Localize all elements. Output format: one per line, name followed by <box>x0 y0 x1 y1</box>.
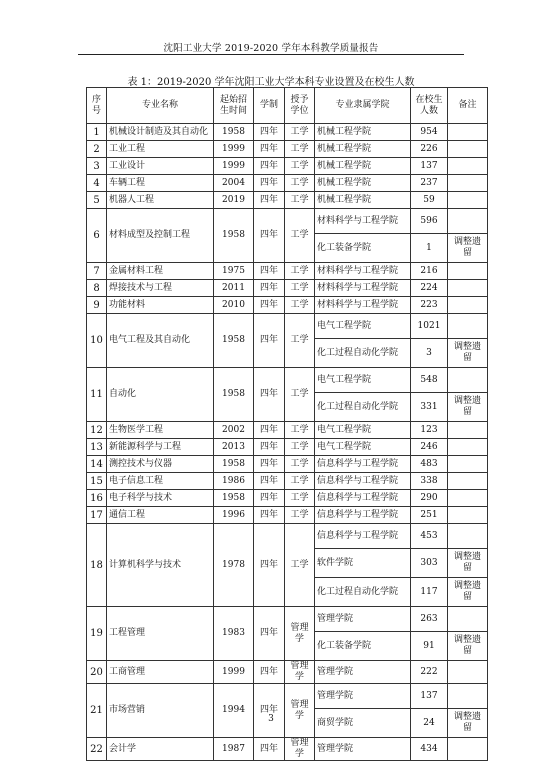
study-years: 四年 <box>254 368 285 422</box>
student-count: 237 <box>411 175 448 192</box>
degree: 工学 <box>285 209 315 263</box>
student-count: 223 <box>411 297 448 314</box>
table-row <box>87 314 488 339</box>
table-header-row <box>87 88 488 124</box>
start-year: 1999 <box>214 661 254 684</box>
start-year: 1983 <box>214 607 254 661</box>
note: 调整遗留 <box>448 339 488 368</box>
student-count: 123 <box>411 422 448 439</box>
start-year: 1978 <box>214 524 254 607</box>
col-header-note: 备注 <box>448 88 488 124</box>
student-count: 226 <box>411 141 448 158</box>
note <box>448 297 488 314</box>
row-number: 11 <box>87 368 107 422</box>
major-name: 计算机科学与技术 <box>107 524 214 607</box>
major-name: 工业设计 <box>107 158 214 175</box>
table-caption: 表 1：2019-2020 学年沈阳工业大学本科专业设置及在校生人数 <box>127 77 415 88</box>
college: 机械工程学院 <box>315 192 411 209</box>
row-number: 3 <box>87 158 107 175</box>
degree: 工学 <box>285 297 315 314</box>
note <box>448 280 488 297</box>
major-name: 金属材料工程 <box>107 263 214 280</box>
college: 机械工程学院 <box>315 175 411 192</box>
study-years: 四年 <box>254 684 285 738</box>
note <box>448 158 488 175</box>
major-name: 会计学 <box>107 738 214 761</box>
study-years: 四年 <box>254 473 285 490</box>
start-year: 2002 <box>214 422 254 439</box>
start-year: 1975 <box>214 263 254 280</box>
student-count: 251 <box>411 507 448 524</box>
student-count: 222 <box>411 661 448 684</box>
row-number: 1 <box>87 124 107 141</box>
start-year: 1958 <box>214 314 254 368</box>
study-years: 四年 <box>254 422 285 439</box>
note <box>448 175 488 192</box>
note <box>448 507 488 524</box>
student-count: 263 <box>411 607 448 632</box>
degree: 工学 <box>285 124 315 141</box>
major-name: 机器人工程 <box>107 192 214 209</box>
note <box>448 473 488 490</box>
note: 调整遗留 <box>448 393 488 422</box>
college: 材料科学与工程学院 <box>315 280 411 297</box>
student-count: 290 <box>411 490 448 507</box>
note <box>448 684 488 709</box>
note <box>448 263 488 280</box>
student-count: 453 <box>411 524 448 549</box>
study-years: 四年 <box>254 263 285 280</box>
table-row <box>87 456 488 473</box>
row-number: 13 <box>87 439 107 456</box>
start-year: 2013 <box>214 439 254 456</box>
row-number: 4 <box>87 175 107 192</box>
note <box>448 141 488 158</box>
table-row <box>87 368 488 393</box>
table-row <box>87 280 488 297</box>
student-count: 303 <box>411 549 448 578</box>
degree: 工学 <box>285 192 315 209</box>
table-row <box>87 661 488 684</box>
student-count: 548 <box>411 368 448 393</box>
start-year: 2010 <box>214 297 254 314</box>
table-row <box>87 209 488 234</box>
table-row <box>87 439 488 456</box>
table-row <box>87 175 488 192</box>
major-name: 新能源科学与工程 <box>107 439 214 456</box>
student-count: 246 <box>411 439 448 456</box>
row-number: 19 <box>87 607 107 661</box>
college: 化工装备学院 <box>315 234 411 263</box>
row-number: 22 <box>87 738 107 761</box>
college: 信息科学与工程学院 <box>315 473 411 490</box>
study-years: 四年 <box>254 661 285 684</box>
major-name: 功能材料 <box>107 297 214 314</box>
college: 管理学院 <box>315 607 411 632</box>
major-name: 工业工程 <box>107 141 214 158</box>
table-row <box>87 684 488 709</box>
degree: 工学 <box>285 280 315 297</box>
college: 化工装备学院 <box>315 632 411 661</box>
note <box>448 422 488 439</box>
college: 化工过程自动化学院 <box>315 578 411 607</box>
college: 信息科学与工程学院 <box>315 490 411 507</box>
note: 调整遗留 <box>448 549 488 578</box>
degree: 工学 <box>285 263 315 280</box>
study-years: 四年 <box>254 507 285 524</box>
college: 信息科学与工程学院 <box>315 524 411 549</box>
start-year: 1996 <box>214 507 254 524</box>
study-years: 四年 <box>254 141 285 158</box>
student-count: 3 <box>411 339 448 368</box>
degree: 工学 <box>285 507 315 524</box>
student-count: 331 <box>411 393 448 422</box>
major-name: 材料成型及控制工程 <box>107 209 214 263</box>
table-row <box>87 490 488 507</box>
page-number: 3 <box>268 714 274 724</box>
study-years: 四年 <box>254 192 285 209</box>
col-header-system: 学制 <box>254 88 285 124</box>
student-count: 59 <box>411 192 448 209</box>
degree: 管理学 <box>285 607 315 661</box>
col-header-start-year: 起始招生时间 <box>214 88 254 124</box>
major-name: 生物医学工程 <box>107 422 214 439</box>
degree: 管理学 <box>285 661 315 684</box>
page-header: 沈阳工业大学 2019-2020 学年本科教学质量报告 <box>163 43 379 54</box>
table-row <box>87 738 488 761</box>
student-count: 117 <box>411 578 448 607</box>
major-name: 机械设计制造及其自动化 <box>107 124 214 141</box>
student-count: 224 <box>411 280 448 297</box>
college: 管理学院 <box>315 661 411 684</box>
note: 调整遗留 <box>448 578 488 607</box>
student-count: 954 <box>411 124 448 141</box>
student-count: 1021 <box>411 314 448 339</box>
start-year: 1994 <box>214 684 254 738</box>
col-header-college: 专业隶属学院 <box>315 88 411 124</box>
college: 管理学院 <box>315 738 411 761</box>
college: 信息科学与工程学院 <box>315 456 411 473</box>
major-name: 焊接技术与工程 <box>107 280 214 297</box>
college: 化工过程自动化学院 <box>315 393 411 422</box>
degree: 工学 <box>285 158 315 175</box>
start-year: 1999 <box>214 141 254 158</box>
table-row <box>87 507 488 524</box>
note <box>448 661 488 684</box>
student-count: 338 <box>411 473 448 490</box>
note <box>448 124 488 141</box>
study-years: 四年 <box>254 297 285 314</box>
study-years: 四年 <box>254 280 285 297</box>
table-row <box>87 124 488 141</box>
study-years: 四年 <box>254 490 285 507</box>
degree: 管理学 <box>285 684 315 738</box>
note <box>448 368 488 393</box>
college: 材料科学与工程学院 <box>315 209 411 234</box>
degree: 工学 <box>285 524 315 607</box>
major-name: 工程管理 <box>107 607 214 661</box>
college: 材料科学与工程学院 <box>315 263 411 280</box>
degree: 工学 <box>285 141 315 158</box>
note <box>448 490 488 507</box>
note: 调整遗留 <box>448 234 488 263</box>
study-years: 四年 <box>254 314 285 368</box>
college: 化工过程自动化学院 <box>315 339 411 368</box>
note <box>448 524 488 549</box>
start-year: 2011 <box>214 280 254 297</box>
start-year: 1958 <box>214 209 254 263</box>
row-number: 18 <box>87 524 107 607</box>
student-count: 434 <box>411 738 448 761</box>
start-year: 2004 <box>214 175 254 192</box>
college: 机械工程学院 <box>315 124 411 141</box>
row-number: 2 <box>87 141 107 158</box>
college: 电气工程学院 <box>315 422 411 439</box>
major-name: 测控技术与仪器 <box>107 456 214 473</box>
college: 材料科学与工程学院 <box>315 297 411 314</box>
note <box>448 456 488 473</box>
study-years: 四年 <box>254 124 285 141</box>
major-name: 电子信息工程 <box>107 473 214 490</box>
degree: 工学 <box>285 175 315 192</box>
row-number: 9 <box>87 297 107 314</box>
student-count: 1 <box>411 234 448 263</box>
study-years: 四年 <box>254 439 285 456</box>
start-year: 2019 <box>214 192 254 209</box>
degree: 工学 <box>285 422 315 439</box>
row-number: 5 <box>87 192 107 209</box>
student-count: 24 <box>411 709 448 738</box>
table-row <box>87 524 488 549</box>
college: 管理学院 <box>315 684 411 709</box>
table-row <box>87 141 488 158</box>
student-count: 216 <box>411 263 448 280</box>
college: 机械工程学院 <box>315 158 411 175</box>
major-name: 工商管理 <box>107 661 214 684</box>
note <box>448 209 488 234</box>
majors-table <box>86 87 488 761</box>
study-years: 四年 <box>254 607 285 661</box>
degree: 工学 <box>285 439 315 456</box>
degree: 工学 <box>285 368 315 422</box>
note <box>448 192 488 209</box>
college: 机械工程学院 <box>315 141 411 158</box>
start-year: 1958 <box>214 490 254 507</box>
col-header-name: 专业名称 <box>107 88 214 124</box>
note <box>448 607 488 632</box>
degree: 管理学 <box>285 738 315 761</box>
student-count: 91 <box>411 632 448 661</box>
major-name: 车辆工程 <box>107 175 214 192</box>
table-row <box>87 607 488 632</box>
study-years: 四年 <box>254 209 285 263</box>
college: 电气工程学院 <box>315 368 411 393</box>
row-number: 14 <box>87 456 107 473</box>
college: 电气工程学院 <box>315 439 411 456</box>
start-year: 1987 <box>214 738 254 761</box>
college: 电气工程学院 <box>315 314 411 339</box>
note: 调整遗留 <box>448 709 488 738</box>
student-count: 483 <box>411 456 448 473</box>
table-row <box>87 158 488 175</box>
study-years: 四年 <box>254 524 285 607</box>
degree: 工学 <box>285 490 315 507</box>
col-header-no: 序号 <box>87 88 107 124</box>
start-year: 1986 <box>214 473 254 490</box>
col-header-degree: 授予学位 <box>285 88 315 124</box>
table-body <box>87 124 488 761</box>
note <box>448 314 488 339</box>
college: 信息科学与工程学院 <box>315 507 411 524</box>
table-row <box>87 263 488 280</box>
col-header-students: 在校生人数 <box>411 88 448 124</box>
table-row <box>87 473 488 490</box>
degree: 工学 <box>285 314 315 368</box>
college: 商贸学院 <box>315 709 411 738</box>
note <box>448 738 488 761</box>
row-number: 6 <box>87 209 107 263</box>
major-name: 自动化 <box>107 368 214 422</box>
study-years: 四年 <box>254 175 285 192</box>
note: 调整遗留 <box>448 632 488 661</box>
row-number: 12 <box>87 422 107 439</box>
row-number: 16 <box>87 490 107 507</box>
study-years: 四年 <box>254 158 285 175</box>
note <box>448 439 488 456</box>
table-row <box>87 192 488 209</box>
degree: 工学 <box>285 473 315 490</box>
row-number: 21 <box>87 684 107 738</box>
start-year: 1958 <box>214 456 254 473</box>
student-count: 137 <box>411 684 448 709</box>
table-row <box>87 297 488 314</box>
row-number: 20 <box>87 661 107 684</box>
row-number: 10 <box>87 314 107 368</box>
student-count: 596 <box>411 209 448 234</box>
start-year: 1999 <box>214 158 254 175</box>
row-number: 15 <box>87 473 107 490</box>
row-number: 17 <box>87 507 107 524</box>
table-row <box>87 422 488 439</box>
college: 软件学院 <box>315 549 411 578</box>
study-years: 四年 <box>254 738 285 761</box>
student-count: 137 <box>411 158 448 175</box>
start-year: 1958 <box>214 368 254 422</box>
degree: 工学 <box>285 456 315 473</box>
header-divider <box>78 54 464 55</box>
major-name: 电气工程及其自动化 <box>107 314 214 368</box>
major-name: 电子科学与技术 <box>107 490 214 507</box>
start-year: 1958 <box>214 124 254 141</box>
row-number: 8 <box>87 280 107 297</box>
major-name: 通信工程 <box>107 507 214 524</box>
row-number: 7 <box>87 263 107 280</box>
major-name: 市场营销 <box>107 684 214 738</box>
study-years: 四年 <box>254 456 285 473</box>
